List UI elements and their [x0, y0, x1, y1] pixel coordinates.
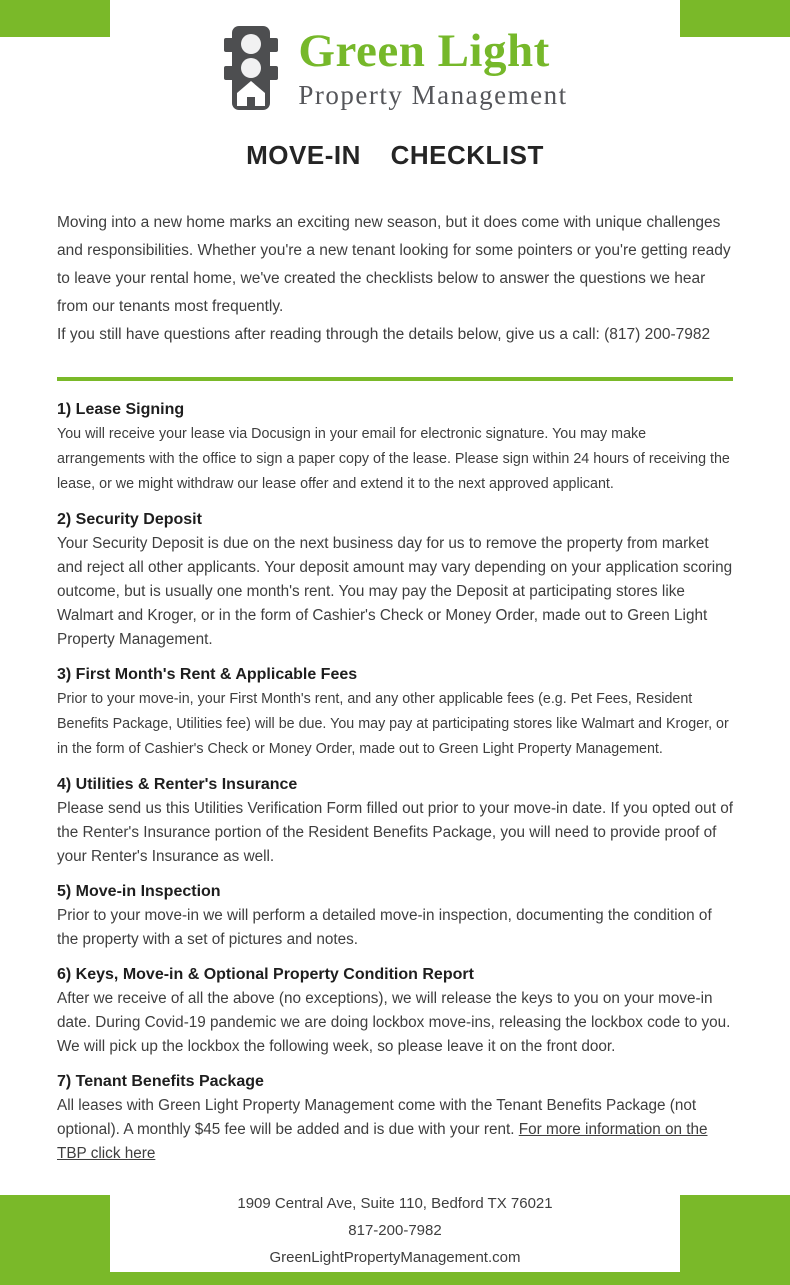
section-security-deposit [57, 511, 733, 652]
footer-phone: 817-200-7982 [348, 1222, 442, 1239]
section-body [57, 1094, 733, 1166]
section-utilities-renters-insurance [57, 776, 733, 869]
tbp-more-info-link[interactable]: For more information on the TBP click here [57, 1121, 708, 1162]
section-body: You will receive your lease via Docusign in your email for electronic signature. You may make arrangements with the office to sign a paper copy of the lease. Please sign within 24 hours of receiving the lease, or we might withdraw our lease offer and extend it to the next approved applicant. [57, 426, 730, 492]
logo-subtitle: Property Management [298, 79, 568, 110]
section-heading: 5) Move-in Inspection [57, 883, 221, 900]
section-tenant-benefits-package [57, 1073, 733, 1166]
section-heading: 2) Security Deposit [57, 511, 202, 528]
green-divider [57, 377, 733, 381]
page-title: MOVE-IN CHECKLIST [246, 140, 544, 170]
footer-website: GreenLightPropertyManagement.com [269, 1249, 521, 1266]
intro-paragraph-1: Moving into a new home marks an exciting new season, but it does come with unique challenges and responsibilities. Whether you're a new tenant looking for some pointers or you're getting ready to leave your rental home, we've created the checklists below to answer the questions we hear from our tenants most frequently. [57, 214, 731, 315]
logo-title: Green Light [298, 25, 550, 78]
section-first-months-rent [57, 666, 733, 762]
section-body: Your Security Deposit is due on the next business day for us to remove the property from market and reject all other applicants. Your deposit amount may vary depending on your application scoring outcome, but is usually one month's rent. You may pay the Deposit at participating stores like Walmart and Kroger, or in the form of Cashier's Check or Money Order, made out to Green Light Property Management. [57, 535, 733, 648]
content [0, 209, 790, 1166]
section-lease-signing [57, 401, 733, 497]
section-body: Prior to your move-in we will perform a detailed move-in inspection, documenting the condition of the property with a set of pictures and notes. [57, 907, 712, 948]
section-body: After we receive of all the above (no exceptions), we will release the keys to you on your move-in date. During Covid-19 pandemic we are doing lockbox move-ins, releasing the lockbox code to you. We will pick up the lockbox the following week, so please leave it on the front door. [57, 990, 731, 1055]
section-keys-move-in [57, 966, 733, 1059]
section-body: Please send us this Utilities Verification Form filled out prior to your move-in date. If you opted out of the Renter's Insurance portion of the Resident Benefits Package, you will need to provide proof of your Renter's Insurance as well. [57, 800, 733, 865]
section-heading: 1) Lease Signing [57, 401, 185, 418]
section-heading: 4) Utilities & Renter's Insurance [57, 776, 298, 793]
logo-text [298, 27, 567, 110]
section-heading: 7) Tenant Benefits Package [57, 1073, 264, 1090]
intro [57, 209, 733, 349]
footer-address: 1909 Central Ave, Suite 110, Bedford TX 76021 [237, 1195, 553, 1212]
section-heading: 3) First Month's Rent & Applicable Fees [57, 666, 358, 683]
section-body-text: All leases with Green Light Property Management come with the Tenant Benefits Package (not optional). A monthly $45 fee will be added and is due with your rent. [57, 1097, 697, 1138]
intro-paragraph-2: If you still have questions after reading through the details below, give us a call: (817) 200-7982 [57, 326, 711, 343]
bottom-green-bar [0, 1272, 790, 1285]
footer [0, 1190, 790, 1271]
top-right-green-block [680, 0, 790, 37]
section-move-in-inspection [57, 883, 733, 952]
section-heading: 6) Keys, Move-in & Optional Property Condition Report [57, 966, 474, 983]
logo [0, 0, 790, 112]
traffic-light-icon [222, 26, 280, 112]
top-left-green-block [0, 0, 110, 37]
section-body: Prior to your move-in, your First Month's rent, and any other applicable fees (e.g. Pet Fees, Resident Benefits Package, Utilities fee) will be due. You may pay at participating stores like Walmart and Kroger, or in the form of Cashier's Check or Money Order, made out to Green Light Property Management. [57, 691, 729, 757]
